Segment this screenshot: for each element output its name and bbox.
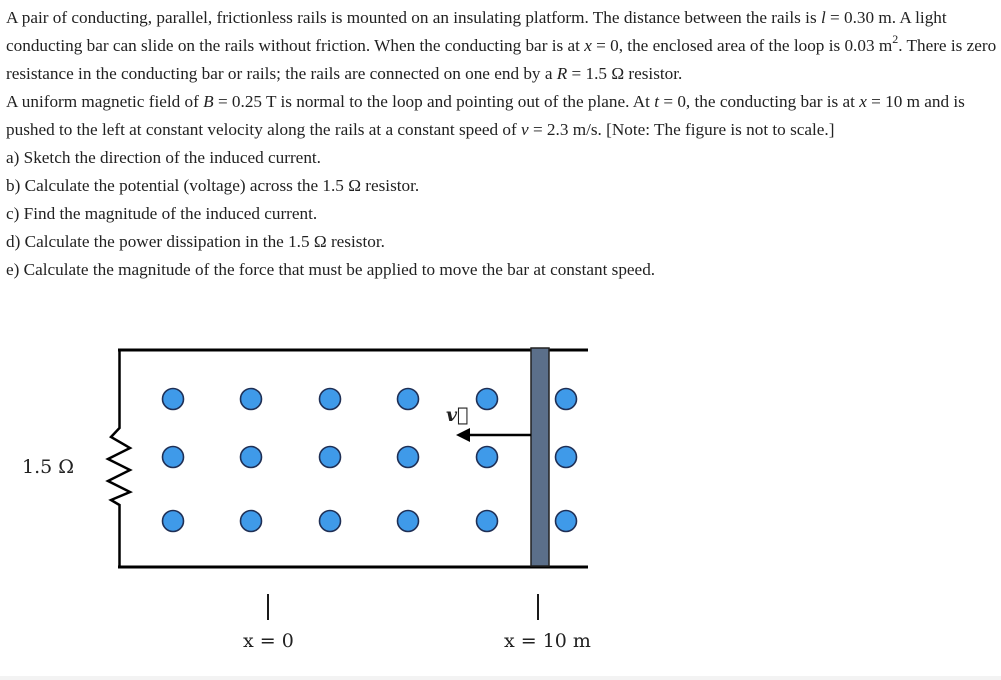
conducting-bar bbox=[531, 348, 549, 566]
field-dot bbox=[163, 389, 184, 410]
resistor-wire bbox=[108, 350, 130, 567]
field-dot bbox=[241, 511, 262, 532]
field-dot bbox=[163, 447, 184, 468]
var-r: R bbox=[556, 64, 568, 83]
question-c: c) Find the magnitude of the induced current. bbox=[6, 204, 318, 223]
problem-text bbox=[6, 4, 998, 284]
var-l: l bbox=[820, 8, 826, 27]
var-v: v bbox=[521, 120, 529, 139]
velocity-arrow-head bbox=[456, 428, 470, 442]
var-x: x bbox=[584, 36, 592, 55]
field-dot bbox=[477, 447, 498, 468]
problem-paragraph-2: A uniform magnetic field of B = 0.25 T is normal to the loop and pointing out of the plane. At t = 0, the conducting bar is at x = 10 m and is pushed to the left at constant velocity along the rails at a constant speed of v = 2.3 m/s. [Note: The figure is not to scale.] bbox=[6, 92, 965, 139]
field-dot bbox=[556, 389, 577, 410]
superscript: 2 bbox=[892, 32, 899, 47]
var-t: t bbox=[654, 92, 660, 111]
field-dot bbox=[556, 447, 577, 468]
field-dot bbox=[556, 511, 577, 532]
field-dot bbox=[320, 511, 341, 532]
question-a: a) Sketch the direction of the induced current. bbox=[6, 148, 321, 167]
var-b: B bbox=[203, 92, 214, 111]
field-dot bbox=[398, 389, 419, 410]
var-x: x bbox=[859, 92, 867, 111]
field-dot bbox=[320, 389, 341, 410]
x10-label: x = 10 m bbox=[504, 630, 591, 652]
field-dot bbox=[163, 511, 184, 532]
field-dot bbox=[398, 511, 419, 532]
field-dot bbox=[320, 447, 341, 468]
velocity-label: v⃗ bbox=[446, 404, 469, 426]
circuit-diagram bbox=[0, 340, 1001, 680]
bottom-divider bbox=[0, 676, 1001, 680]
field-dot bbox=[477, 389, 498, 410]
resistor-label: 1.5 Ω bbox=[22, 456, 75, 478]
question-e: e) Calculate the magnitude of the force that must be applied to move the bar at constant speed. bbox=[6, 260, 656, 279]
x0-label: x = 0 bbox=[243, 630, 294, 652]
question-b: b) Calculate the potential (voltage) across the 1.5 Ω resistor. bbox=[6, 176, 420, 195]
field-dot bbox=[241, 447, 262, 468]
question-d: d) Calculate the power dissipation in the 1.5 Ω resistor. bbox=[6, 232, 385, 251]
magnetic-field-dots bbox=[163, 389, 577, 532]
field-dot bbox=[477, 511, 498, 532]
problem-paragraph-1: A pair of conducting, parallel, frictionless rails is mounted on an insulating platform. The distance between the rails is l = 0.30 m. A light conducting bar can slide on the rails without friction. When the conducting bar is at x = 0, the enclosed area of the loop is 0.03 $m^2$. There is zero resistance in the conducting bar or rails; the rails are connected on one end by a R = 1.5 Ω resistor. bbox=[6, 8, 997, 83]
field-dot bbox=[398, 447, 419, 468]
field-dot bbox=[241, 389, 262, 410]
circuit-figure bbox=[0, 340, 1001, 680]
